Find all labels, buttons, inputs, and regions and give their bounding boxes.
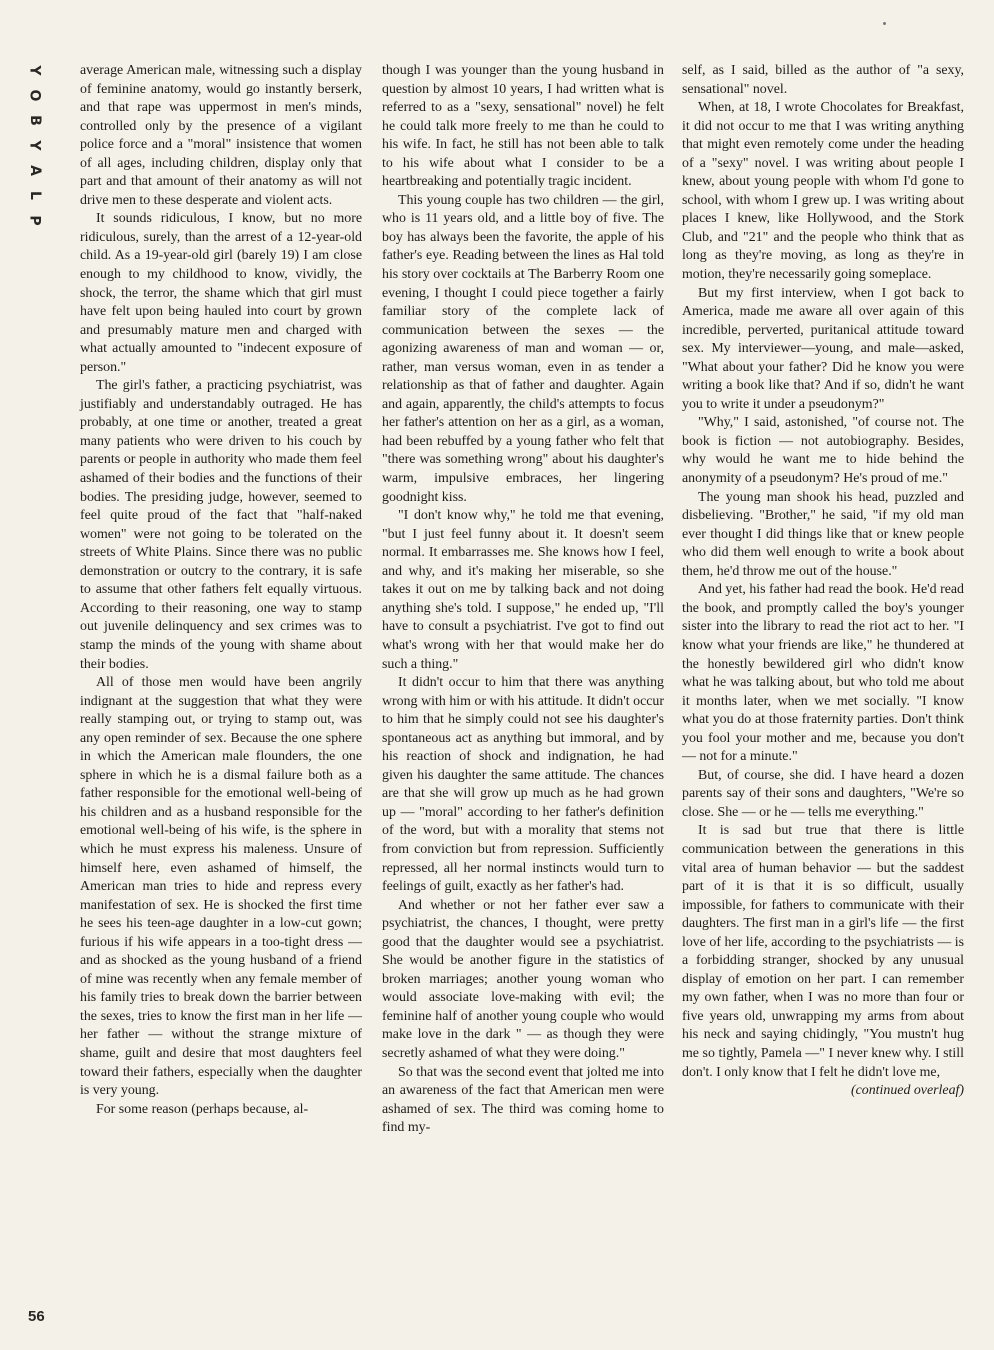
article-column-2 [382,62,664,1138]
paragraph: The young man shook his head, puzzled and disbelieving. "Brother," he said, "if my old man ever thought I did things like that or knew people who did them well enough to write a book about them, he'd throw me out of the house." [682,489,964,579]
paragraph: All of those men would have been angrily indignant at the suggestion that what they were really stamping out, or trying to stamp out, was any open reminder of sex. Because the one sphere in which the American male flounders, the one sphere in which he is a dismal failure both as a father responsible for the emotional well-being of his children and as a husband responsible for the emotional well-being of his wife, is the sphere in which he must express his maleness. Unsure of himself here, even ashamed of himself, the American man tries to hide and repress every manifestation of sex. He is shocked the first time he sees his teen-age daughter in a low-cut gown; furious if his wife appears in a too-tight dress — and as shocked as the young husband of a friend of mine was recently when any female member of his family tries to break down the barrier between the sexes, tries to know the first man in her life — her father — without the strange mixture of shame, guilt and desire that most daughters feel toward their fathers, especially when the daughter is very young. [80,675,362,1099]
masthead-letter: P [26,215,43,226]
masthead-letter: A [26,165,43,176]
paragraph: self, as I said, billed as the author of "a sexy, sensational" novel. [682,63,964,97]
paragraph: When, at 18, I wrote Chocolates for Breakfast, it did not occur to me that I was writing anything that might even remotely come under the heading of a "sexy" novel. I was writing about people I knew, about young people with whom I'd gone to school, with whom I grew up. I was writing about places I knew, like Hollywood, and the Stork Club, and "21" and the people who think that as long as they're moving, as long as they're in motion, they're necessarily going someplace. [682,100,964,283]
speck [883,22,886,25]
continued-note: (continued overleaf) [850,1083,964,1099]
paragraph: It is sad but true that there is little communication between the generations in this vital area of human behavior — but the saddest part of it is that it is so difficult, usually impossible, for fathers to communicate with their daughters. The first man in a girl's life — the first love of her life, according to the psychiatrists — is a forbidding stranger, shocked by any unusual display of emotion on her part. I can remember my own father, when I was no more than four or five years old, unwrapping my arms from about his neck and saying chidingly, "You mustn't hug me so tightly, Pamela —" I never knew why. I still don't. I only know that I felt he didn't love me, [682,823,964,1080]
paragraph: This young couple has two children — the girl, who is 11 years old, and a little boy of five. The boy has always been the favorite, the apple of his father's eye. Reading between the lines as Hal told his story over cocktails at The Barberry Room one evening, I thought I could piece together a fairly familiar story of the complete lack of communication between the sexes — the agonizing awareness of man and woman — or, rather, man versus woman, even in as tender a relationship as that of father and daughter. Again and again, apparently, the child's attempts to focus her father's attention on her as a girl, as a woman, had been rebuffed by a young father who felt that "there was something wrong" about his daughter's warm, impulsive embraces, her lingering goodnight kiss. [382,192,664,505]
masthead-letter: Y [26,65,43,76]
paragraph: It didn't occur to him that there was anything wrong with him or with his attitude. It didn't occur to him that he simply could not see his daughter's spontaneous act as anything but immoral, and by his reaction of shock and indignation, he had given his daughter the same attitude. The chances are that she will grow up much as he had grown up — "moral" according to her father's definition of the word, but with a morality that stems not from conviction but from repression. Sufficiently repressed, all her normal instincts would turn to feelings of guilt, exactly as her father's had. [382,675,664,895]
paragraph: "I don't know why," he told me that evening, "but I just feel funny about it. It doesn't seem normal. It embarrasses me. She knows how I feel, and why, and it's making her miserable, so she takes it out on me by talking back and not doing anything she's told. I suppose," he ended up, "I'll have to consult a psychiatrist. I've got to find out what's wrong with her that would make her do such a thing." [382,508,664,672]
masthead-vertical [22,58,46,233]
masthead-letter: L [26,191,43,200]
masthead-letter: Y [26,140,43,151]
page-number: 56 [28,1308,45,1325]
masthead-letter: B [26,115,43,126]
paragraph: though I was younger than the young husband in question by almost 10 years, I had written what is referred to as a "sexy, sensational" novel) he felt he could talk more freely to me than he could to his wife. In fact, he still has not been able to talk to his wife about what I consider to be a heartbreaking and potentially tragic incident. [382,63,664,190]
masthead-letter: O [26,89,43,102]
paragraph: It sounds ridiculous, I know, but no more ridiculous, surely, than the arrest of a 12-year-old child. As a 19-year-old girl (barely 19) I am close enough to my childhood to know, vividly, the shock, the terror, the shame which that girl must have felt upon being hauled into court by grown and presumably mature men and charged with what actually amounted to "indecent exposure of person." [80,211,362,375]
paragraph: average American male, witnessing such a display of feminine anatomy, would go instantly berserk, and that rape was uppermost in men's minds, controlled only by the presence of a vigilant police force and a "moral" insistence that women of all ages, including children, display only that part and that amount of their anatomy as will not drive men to these desperate and violent acts. [80,63,362,208]
article-column-1 [80,62,362,1119]
paragraph: And whether or not her father ever saw a psychiatrist, the chances, I thought, were pretty good that the daughter would see a psychiatrist. She would be another figure in the statistics of broken marriages; another young woman who would associate love-making with evil; the feminine half of another young couple who would make love in the dark " — as though they were secretly ashamed of what they were doing." [382,897,664,1061]
paragraph: But my first interview, when I got back to America, made me aware all over again of this incredible, perverted, puritanical attitude toward sex. My interviewer—young, and male—asked, "What about your father? Did he know you were writing a book like that? And if so, didn't he want you to write it under a pseudonym?" [682,285,964,412]
paragraph: For some reason (perhaps because, al- [96,1101,309,1117]
paragraph: The girl's father, a practicing psychiatrist, was justifiably and understandably outraged. He has probably, at one time or another, treated a great many patients who were driven to his couch by parents or people in authority who made them feel ashamed of their bodies and the functions of their bodies. The presiding judge, however, seemed to feel quite proud of the fact that "half-naked women" were not going to be tolerated on the streets of White Plains. Since there was no public demonstration or outcry to the contrary, it is safe to assume that other fathers felt equally virtuous. According to their reasoning, one way to stamp out juvenile delinquency and sex crimes was to stamp the minds of the young with shame about their bodies. [80,378,362,672]
paragraph: So that was the second event that jolted me into an awareness of the fact that American men were ashamed of sex. The third was coming home to find my- [382,1064,664,1136]
paragraph: "Why," I said, astonished, "of course not. The book is fiction — not autobiography. Besides, why would he want me to hide behind the anonymity of a pseudonym? He's proud of me." [682,415,964,487]
article-column-3 [682,62,964,1101]
paragraph: But, of course, she did. I have heard a dozen parents say of their sons and daughters, "We're so close. She — or he — tells me everything." [682,767,964,820]
paragraph: And yet, his father had read the book. He'd read the book, and promptly called the boy's younger sister into the library to read the riot act to her. "I know what your friends are like," he thundered at the honestly bewildered girl who didn't know what he was talking about, but who told me about it months later, when we met socially. "I know what you do at those fraternity parties. Don't think you fool your mother and me, because you don't — not for a minute." [682,582,964,765]
